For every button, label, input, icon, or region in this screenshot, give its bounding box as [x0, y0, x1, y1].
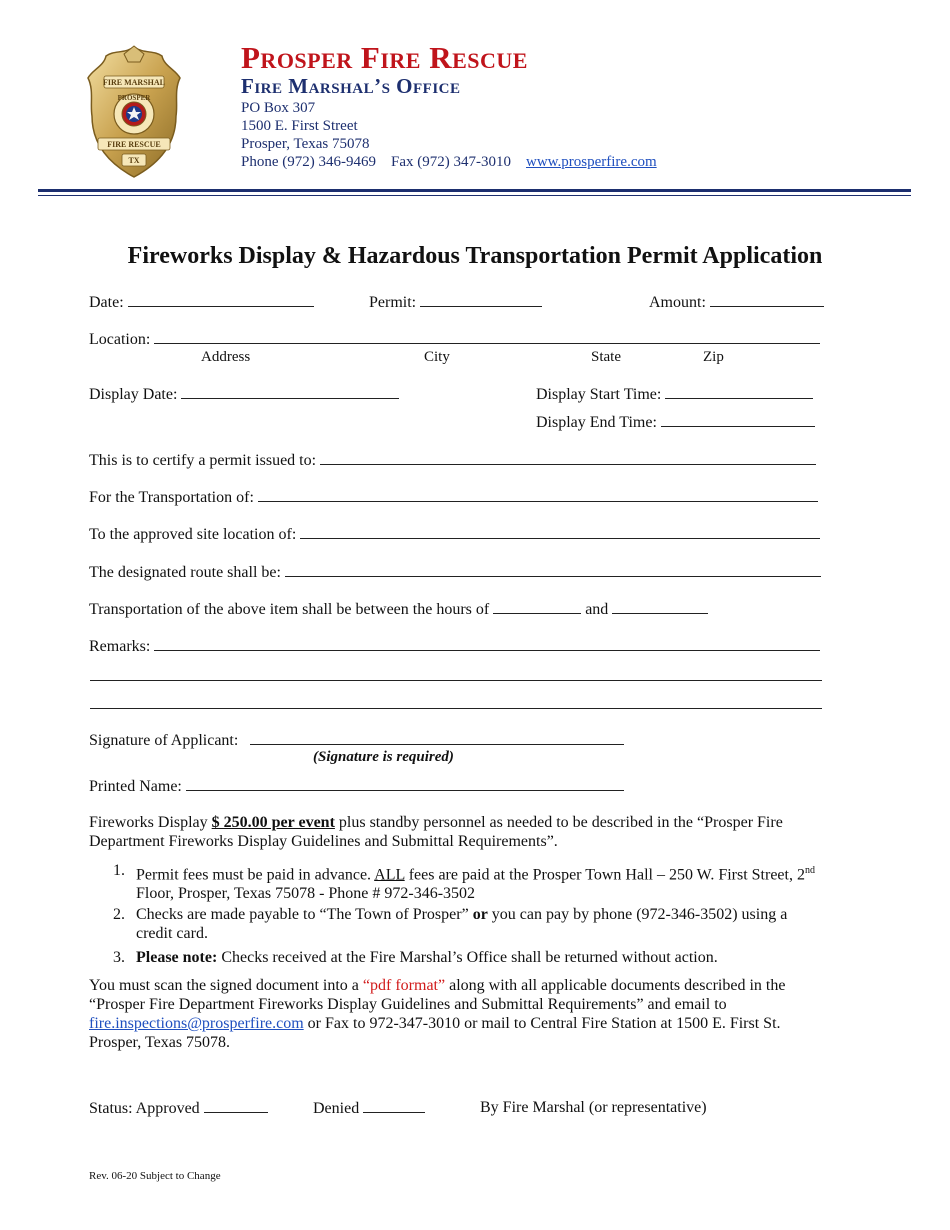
- item1-all: ALL: [374, 866, 405, 884]
- remarks-label: Remarks:: [89, 638, 151, 655]
- signature-input[interactable]: [250, 730, 624, 745]
- item1-text-a: Permit fees must be paid in advance.: [136, 866, 372, 884]
- denied-input[interactable]: [363, 1098, 425, 1113]
- certify-label: This is to certify a permit issued to:: [89, 452, 317, 469]
- amount-label: Amount:: [649, 294, 706, 311]
- transport-of-label: For the Transportation of:: [89, 489, 254, 506]
- signature-label: Signature of Applicant:: [89, 732, 239, 749]
- hours-label: Transportation of the above item shall be between the hours of: [89, 601, 490, 618]
- location-zip-sublabel: Zip: [703, 349, 724, 365]
- org-name: Prosper Fire Rescue: [241, 40, 528, 75]
- amount-input[interactable]: [710, 292, 824, 307]
- location-input[interactable]: [154, 329, 820, 344]
- page-title: Fireworks Display & Hazardous Transportation Permit Application: [127, 243, 823, 269]
- fee-list-item-3: [113, 948, 846, 967]
- route-input[interactable]: [285, 562, 821, 577]
- display-end-field: [536, 412, 815, 432]
- location-state-sublabel: State: [591, 349, 621, 365]
- remarks-field: [89, 636, 820, 656]
- date-field: [89, 292, 314, 312]
- display-date-input[interactable]: [181, 384, 399, 399]
- submission-line-2: “Prosper Fire Department Fireworks Display Guidelines and Submittal Requirements” and email to: [89, 996, 727, 1013]
- address-line-2: 1500 E. First Street: [241, 118, 358, 134]
- badge-state-text: TX: [128, 156, 140, 165]
- address-line-3: Prosper, Texas 75078: [241, 136, 370, 152]
- permit-field: [369, 292, 542, 312]
- website-link[interactable]: www.prosperfire.com: [526, 154, 657, 170]
- submission-line-3b: or Fax to 972-347-3010 or mail to Central Fire Station at 1500 E. First St.: [307, 1015, 781, 1032]
- site-location-input[interactable]: [300, 524, 820, 539]
- signature-required-note: (Signature is required): [313, 749, 454, 765]
- fire-marshal-label: By Fire Marshal (or representative): [480, 1099, 707, 1116]
- list-number: 3.: [113, 949, 125, 966]
- status-denied-label: Denied: [313, 1100, 360, 1117]
- fees-intro-prefix: Fireworks Display: [89, 814, 208, 831]
- fees-intro: [89, 813, 849, 851]
- email-link[interactable]: fire.inspections@prosperfire.com: [89, 1015, 304, 1032]
- hours-field: [89, 599, 708, 619]
- printed-name-label: Printed Name:: [89, 778, 182, 795]
- location-label: Location:: [89, 331, 151, 348]
- item2-text-b: you can pay by phone (972-346-3502) using a: [491, 906, 788, 923]
- list-number: 2.: [113, 906, 125, 923]
- certify-input[interactable]: [320, 450, 816, 465]
- submission-line-1a: You must scan the signed document into a: [89, 977, 359, 994]
- remarks-input-line-3[interactable]: [90, 708, 822, 709]
- address-line-1: PO Box 307: [241, 100, 316, 116]
- submission-instructions: [89, 976, 869, 1052]
- hours-and-label: and: [585, 601, 609, 618]
- display-start-label: Display Start Time:: [536, 386, 662, 403]
- contact-line: [241, 154, 657, 171]
- date-label: Date:: [89, 294, 124, 311]
- item1-sup: nd: [804, 865, 815, 876]
- badge-bottom-text: FIRE RESCUE: [107, 140, 161, 149]
- location-address-sublabel: Address: [201, 349, 251, 365]
- fee-amount: $ 250.00 per event: [211, 814, 335, 831]
- approved-input[interactable]: [204, 1098, 268, 1113]
- printed-name-field: [89, 776, 624, 796]
- hours-to-input[interactable]: [612, 599, 708, 614]
- phone-number: Phone (972) 346-9469: [241, 154, 376, 170]
- item3-text: Checks received at the Fire Marshal’s Office shall be returned without action.: [221, 949, 718, 966]
- route-field: [89, 562, 821, 582]
- header-rule-thin: [38, 195, 911, 196]
- status-approved-field: [89, 1098, 268, 1118]
- list-number: 1.: [113, 862, 125, 879]
- fax-number: Fax (972) 347-3010: [391, 154, 511, 170]
- permit-label: Permit:: [369, 294, 417, 311]
- certify-field: [89, 450, 816, 470]
- display-end-label: Display End Time:: [536, 414, 657, 431]
- item2-line-2: credit card.: [136, 925, 208, 942]
- item1-line-2: Floor, Prosper, Texas 75078 - Phone # 972-346-3502: [136, 885, 476, 903]
- location-field: [89, 329, 820, 349]
- badge-middle-text: PROSPER: [117, 94, 151, 102]
- badge-top-text: FIRE MARSHAL: [102, 78, 166, 87]
- printed-name-input[interactable]: [186, 776, 624, 791]
- date-input[interactable]: [128, 292, 314, 307]
- remarks-input-line-1[interactable]: [154, 636, 820, 651]
- pdf-format-text: “pdf format”: [362, 977, 446, 994]
- fees-intro-suffix: plus standby personnel as needed to be described in the “Prosper Fire: [338, 814, 783, 831]
- submission-line-1b: along with all applicable documents described in the: [449, 977, 786, 994]
- site-location-field: [89, 524, 820, 544]
- status-approved-label: Status: Approved: [89, 1100, 200, 1117]
- item2-text-a: Checks are made payable to “The Town of Prosper”: [136, 906, 469, 923]
- fee-list-item-1: [113, 861, 846, 903]
- fire-marshal-badge-logo: [84, 44, 184, 180]
- item1-text-b: fees are paid at the Prosper Town Hall – 250 W. First Street, 2: [408, 866, 805, 884]
- fee-list-item-2: [113, 905, 846, 943]
- hours-from-input[interactable]: [493, 599, 581, 614]
- amount-field: [649, 292, 824, 312]
- transport-of-input[interactable]: [258, 487, 818, 502]
- remarks-input-line-2[interactable]: [90, 680, 822, 681]
- item3-please-note: Please note:: [136, 949, 218, 966]
- header-rule-thick: [38, 189, 911, 192]
- route-label: The designated route shall be:: [89, 564, 281, 581]
- item2-or: or: [472, 906, 488, 923]
- office-name: Fire Marshal’s Office: [241, 74, 461, 98]
- submission-line-4: Prosper, Texas 75078.: [89, 1034, 231, 1051]
- fees-intro-line-2: Department Fireworks Display Guidelines and Submittal Requirements”.: [89, 833, 558, 850]
- display-end-input[interactable]: [661, 412, 815, 427]
- site-location-label: To the approved site location of:: [89, 526, 297, 543]
- revision-footer: Rev. 06-20 Subject to Change: [89, 1170, 221, 1182]
- signature-field: [89, 730, 624, 750]
- display-start-field: [536, 384, 813, 404]
- display-date-label: Display Date:: [89, 386, 178, 403]
- status-denied-field: [313, 1098, 425, 1118]
- display-start-input[interactable]: [665, 384, 813, 399]
- location-city-sublabel: City: [424, 349, 450, 365]
- permit-input[interactable]: [420, 292, 542, 307]
- display-date-field: [89, 384, 399, 404]
- transport-of-field: [89, 487, 818, 507]
